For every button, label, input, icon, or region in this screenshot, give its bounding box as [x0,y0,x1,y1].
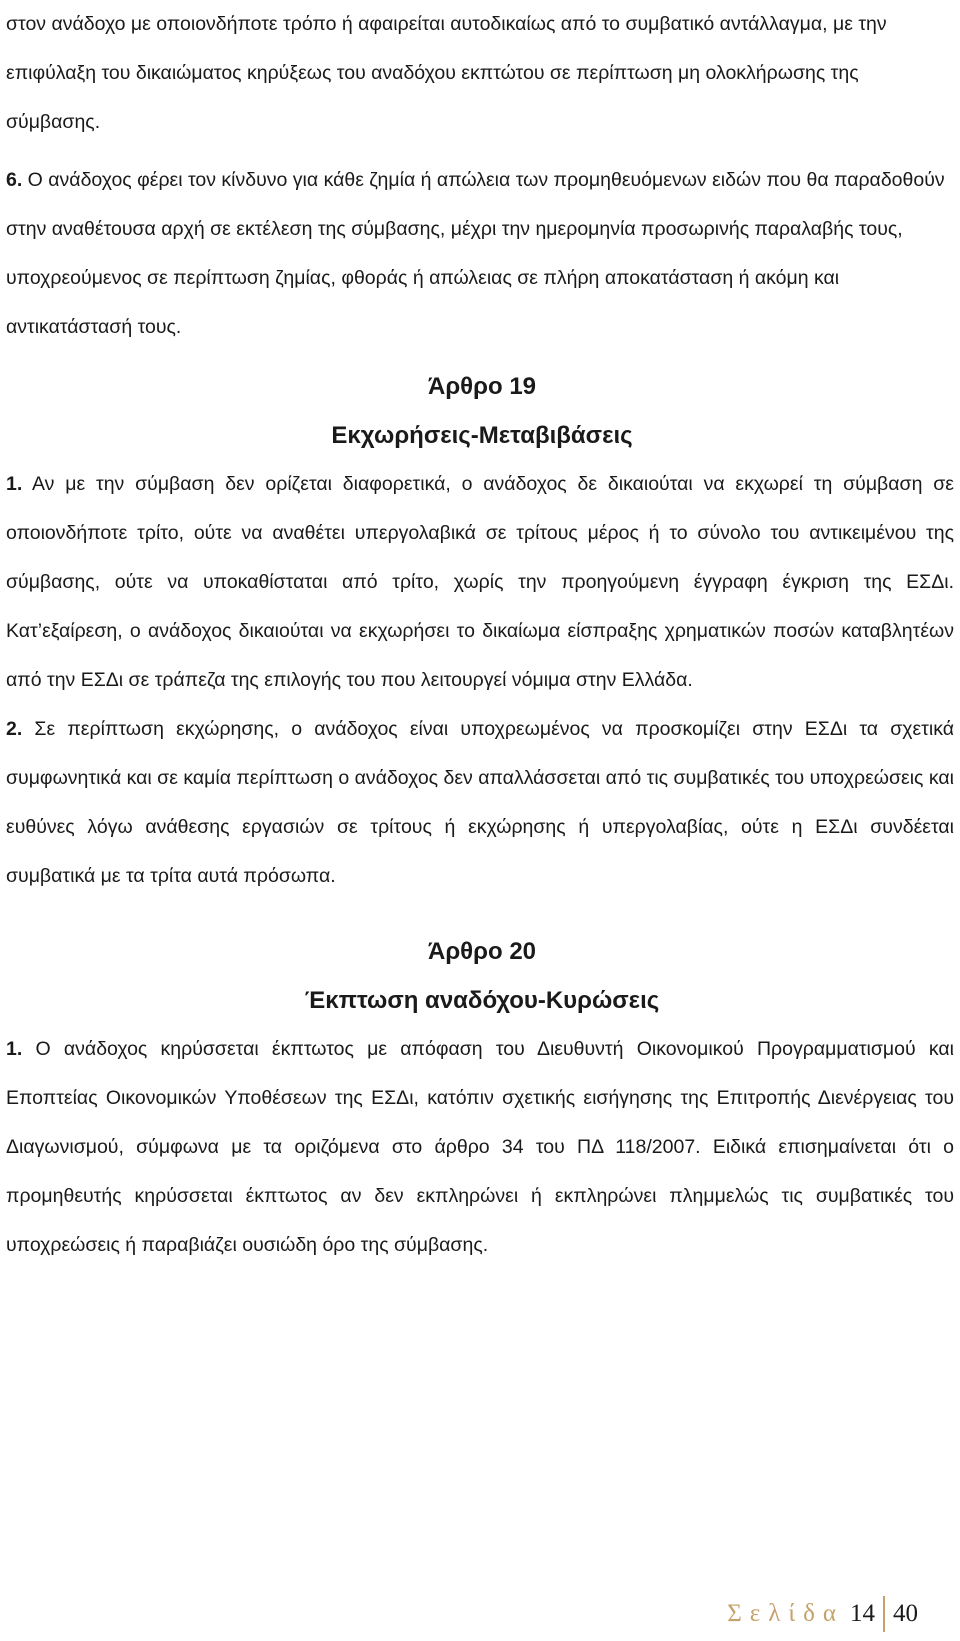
article-20-item-1-number: 1. [6,1038,23,1060]
article-19-heading [6,362,954,460]
article-19-item-1-text: Αν με την σύμβαση δεν ορίζεται διαφορετικά, ο ανάδοχος δε δικαιούται να εκχωρεί τη σύμβαση σε οποιονδήποτε τρίτο, ούτε να αναθέτει υπεργολαβικά σε τρίτους μέρος ή το σύνολο του αντικειμένου της σύμβασης, ούτε να υποκαθίσταται από τρίτο, χωρίς την προηγούμενη έγγραφη έγκριση της ΕΣΔι. Κατ’εξαίρεση, ο ανάδοχος δικαιούται να εκχωρήσει το δικαίωμα είσπραξης χρηματικών ποσών καταβλητέων από την ΕΣΔι σε τράπεζα της επιλογής του που λειτουργεί νόμιμα στην Ελλάδα. [6,473,954,691]
page-label: Σελίδα [727,1600,844,1627]
item-6-number: 6. [6,169,23,191]
page-footer [727,1596,918,1632]
page-separator [883,1596,885,1632]
article-20-title: Άρθρο 20 [427,938,537,965]
intro-text: στον ανάδοχο με οποιονδήποτε τρόπο ή αφαιρείται αυτοδικαίως από το συμβατικό αντάλλαγμα, με την επιφύλαξη του δικαιώματος κηρύξεως του αναδόχου εκπτώτου σε περίπτωση μη ολοκλήρωσης της σύμβασης. [6,13,887,133]
article-19-item-2 [6,705,954,901]
item-6-text: Ο ανάδοχος φέρει τον κίνδυνο για κάθε ζημία ή απώλεια των προμηθευόμενων ειδών που θα παραδοθούν στην αναθέτουσα αρχή σε εκτέλεση της σύμβασης, μέχρι την ημερομηνία προσωρινής παραλαβής τους, υποχρεούμενος σε περίπτωση ζημίας, φθοράς ή απώλειας σε πλήρη αποκατάσταση ή ακόμη και αντικατάστασή τους. [6,169,945,338]
article-20-item-1-text: Ο ανάδοχος κηρύσσεται έκπτωτος με απόφαση του Διευθυντή Οικονομικού Προγραμματισμού και Εποπτείας Οικονομικών Υποθέσεων της ΕΣΔι, κατόπιν σχετικής εισήγησης της Επιτροπής Διενέργειας του Διαγωνισμού, σύμφωνα με τα οριζόμενα στο άρθρο 34 του ΠΔ 118/2007. Ειδικά επισημαίνεται ότι ο προμηθευτής κηρύσσεται έκπτωτος αν δεν εκπληρώνει ή εκπληρώνει πλημμελώς τις συμβατικές του υποχρεώσεις ή παραβιάζει ουσιώδη όρο της σύμβασης. [6,1038,954,1256]
article-20-subtitle: Έκπτωση αναδόχου-Κυρώσεις [304,987,660,1014]
intro-paragraph [6,0,954,147]
article-19-item-2-number: 2. [6,718,23,740]
paragraph-gap [6,147,954,156]
article-19-subtitle: Εκχωρήσεις-Μεταβιβάσεις [331,422,633,449]
document-page [6,0,954,1270]
article-19-item-2-text: Σε περίπτωση εκχώρησης, ο ανάδοχος είναι υποχρεωμένος να προσκομίζει στην ΕΣΔι τα σχετικά συμφωνητικά και σε καμία περίπτωση ο ανάδοχος δεν απαλλάσσεται από τις συμβατικές του υποχρεώσεις και ευθύνες λόγω ανάθεσης εργασιών σε τρίτους ή εκχώρησης ή υπεργολαβίας, ούτε η ΕΣΔι συνδέεται συμβατικά με τα τρίτα αυτά πρόσωπα. [6,718,954,887]
item-6-paragraph [6,156,954,352]
article-20-heading [6,927,954,1025]
page-total: 40 [893,1600,918,1627]
article-19-item-1 [6,460,954,705]
page-number: 14 [850,1600,875,1627]
article-19-title: Άρθρο 19 [427,373,537,400]
article-20-item-1 [6,1025,954,1270]
article-19-item-1-number: 1. [6,473,23,495]
